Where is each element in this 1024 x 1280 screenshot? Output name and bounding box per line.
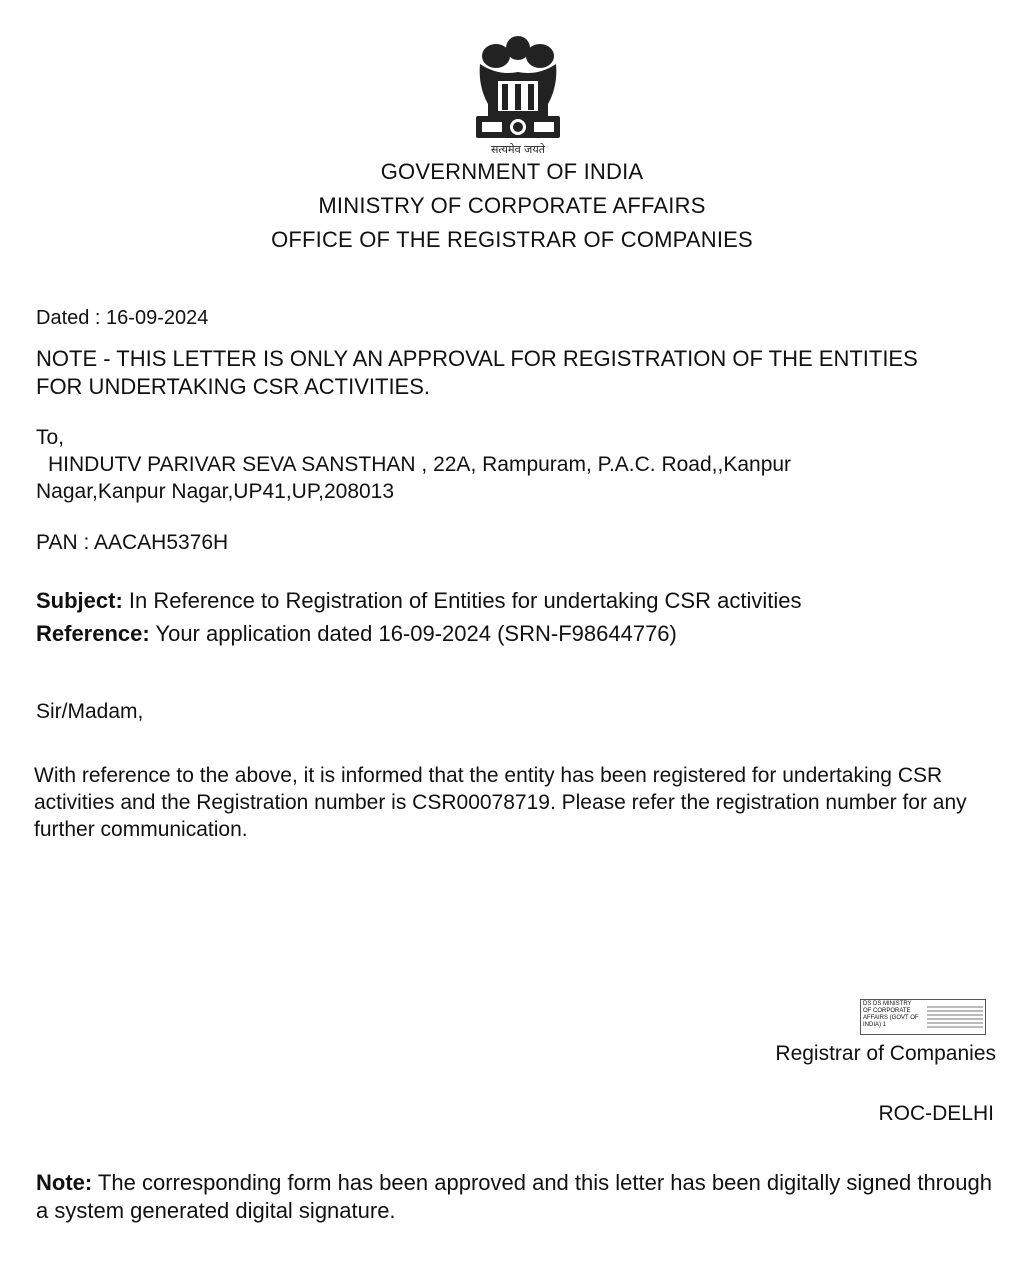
footer-note-text: The corresponding form has been approved and this letter has been digitally signed through a system generated digital signature. [36,1170,992,1223]
subject-text: In Reference to Registration of Entities for undertaking CSR activities [122,588,802,613]
national-emblem [458,26,578,156]
subject-label: Subject: [36,588,123,613]
pan-number: PAN : AACAH5376H [36,531,229,554]
subject-line [36,584,996,617]
signature-line4: INDIA) 1 [863,1022,887,1028]
footer-note-label: Note: [36,1170,93,1195]
subject-block [36,584,996,650]
emblem-motto: सत्यमेव जयते [490,143,546,156]
signature-line3: AFFAIRS (GOVT OF [863,1015,919,1021]
recipient-address-line2: Nagar,Kanpur Nagar,UP41,UP,208013 [36,480,395,503]
recipient-to: To, [36,426,65,449]
letter-header [0,155,1024,257]
header-ministry: MINISTRY OF CORPORATE AFFAIRS [318,193,706,218]
signatory-office: ROC-DELHI [878,1102,994,1125]
letter-date: Dated : 16-09-2024 [36,307,209,329]
letter-body: With reference to the above, it is informed that the entity has been registered for undertaking CSR activities and the Registration number is CSR00078719. Please refer the registration number for any further communication. [34,764,967,841]
approval-note: NOTE - THIS LETTER IS ONLY AN APPROVAL FOR REGISTRATION OF THE ENTITIES FOR UNDERTAKING CSR ACTIVITIES. [36,346,918,399]
header-government: GOVERNMENT OF INDIA [380,159,644,184]
signatory-title: Registrar of Companies [775,1042,996,1065]
recipient-address-line1: HINDUTV PARIVAR SEVA SANSTHAN , 22A, Rampuram, P.A.C. Road,,Kanpur [48,453,792,476]
signature-line2: OF CORPORATE [863,1008,911,1014]
footer-note [36,1169,996,1225]
header-office: OFFICE OF THE REGISTRAR OF COMPANIES [271,227,753,252]
reference-line [36,617,996,650]
lion-capital-icon [458,26,578,156]
digital-signature-box [860,999,986,1035]
signature-line1: DS DS MINISTRY [863,1001,912,1007]
recipient-block [36,424,936,505]
signature-details-illegible [927,1004,983,1030]
salutation: Sir/Madam, [36,700,144,723]
reference-label: Reference: [36,621,150,646]
reference-text: Your application dated 16-09-2024 (SRN-F98644776) [149,621,677,646]
signature-signer [863,1001,925,1029]
